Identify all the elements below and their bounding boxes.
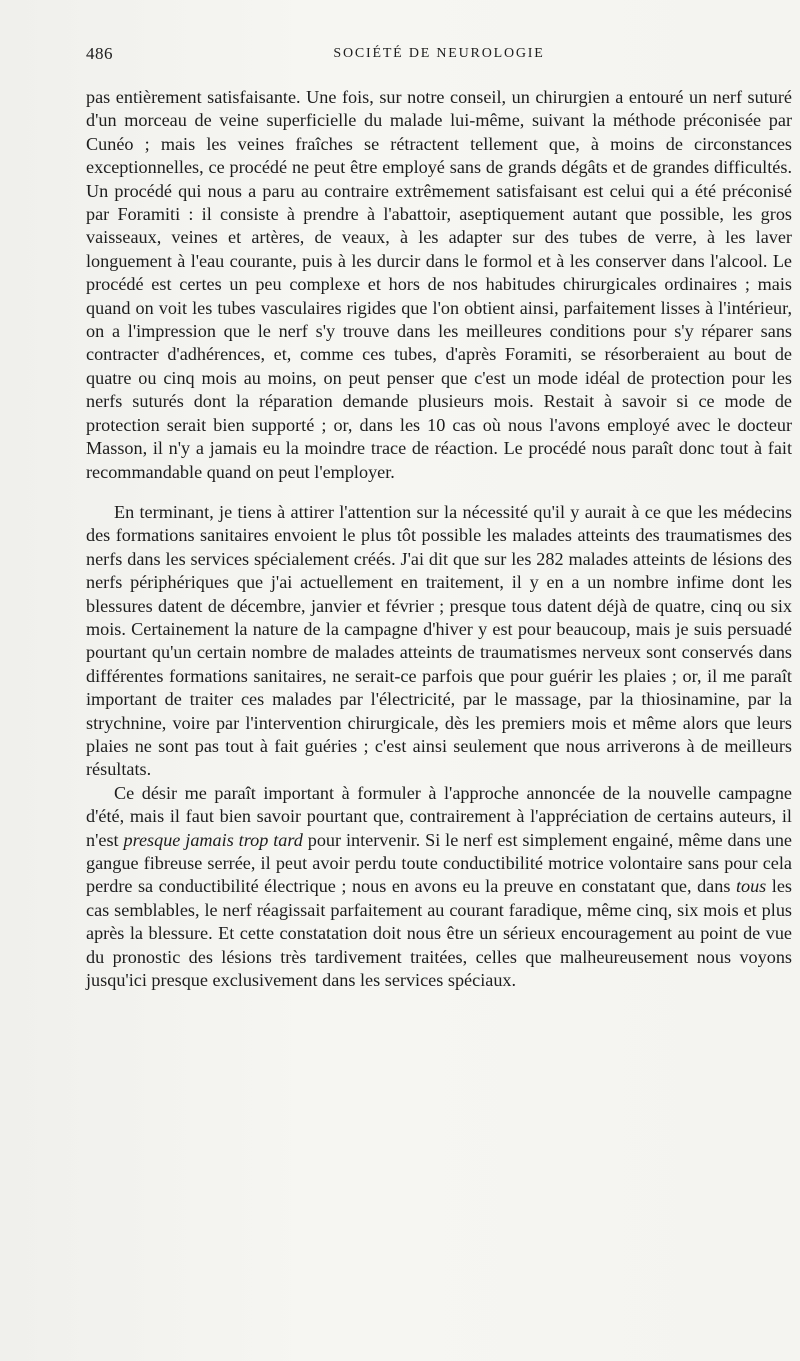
paragraph-3-part-3: les cas semblables, le nerf réagissait parfaitement au courant faradique, même cinq, six mois et plus après la blessure. Et cette constatation doit nous être un sérieux encouragement au point de vue du pronostic des lésions très tardivement traitées, celles que malheureusement nous voyons jusqu'ici presque exclusivement dans les services spéciaux. [86, 876, 792, 991]
paragraph-1: pas entièrement satisfaisante. Une fois, sur notre conseil, un chirurgien a entouré un nerf suturé d'un morceau de veine superficielle du malade lui-même, suivant la méthode préconisée par Cunéo ; mais les veines fraîches se rétractent tellement que, à moins de circonstances exceptionnelles, ce procédé ne peut être employé sans de grands dégâts et de grandes difficultés. Un procédé qui nous a paru au contraire extrêmement satisfaisant est celui qui a été préconisé par Foramiti : il consiste à prendre à l'abattoir, aseptiquement autant que possible, les gros vaisseaux, veines et artères, de veaux, à les adapter sur des tubes de verre, à les laver longuement à l'eau courante, puis à les durcir dans le formol et à les conserver dans l'alcool. Le procédé est certes un peu complexe et hors de nos habitudes chirurgicales ordinaires ; mais quand on voit les tubes vasculaires rigides que l'on obtient ainsi, parfaitement lisses à l'intérieur, on a l'impression que le nerf s'y trouve dans les meilleures conditions pour s'y réparer sans contracter d'adhérences, et, comme ces tubes, d'après Foramiti, se résorberaient au bout de quatre ou cinq mois au moins, on peut penser que c'est un mode idéal de protection pour les nerfs suturés dont la réparation demande plusieurs mois. Restait à savoir si ce mode de protection serait bien supporté ; or, dans les 10 cas où nous l'avons employé avec le docteur Masson, il n'y a jamais eu la moindre trace de réaction. Le procédé nous paraît donc tout à fait recommandable quand on peut l'employer. [86, 87, 792, 482]
paragraph-3 [86, 782, 792, 993]
emphasis-tous: tous [735, 876, 767, 897]
paragraph-3-part-2: pour intervenir. Si le nerf est simplement engainé, même dans une gangue fibreuse serrée, il peut avoir perdu toute conductibilité motrice volontaire sans pour cela perdre sa conductibilité électrique ; nous en avons eu la preuve en constatant que, dans [86, 829, 792, 897]
page-number: 486 [86, 44, 113, 63]
body-text [86, 86, 792, 992]
paragraph-2: En terminant, je tiens à attirer l'attention sur la nécessité qu'il y aurait à ce que les médecins des formations sanitaires envoient le plus tôt possible les malades atteints des traumatismes des nerfs dans les services spécialement créés. J'ai dit que sur les 282 malades atteints de lésions des nerfs périphériques que j'ai actuellement en traitement, il y en a un nombre infime dont les blessures datent de décembre, janvier et février ; presque tous datent déjà de quatre, cinq ou six mois. Certainement la nature de la campagne d'hiver y est pour beaucoup, mais je suis persuadé pourtant qu'un certain nombre de malades atteints de traumatismes nerveux sont conservés dans différentes formations sanitaires, ne serait-ce parfois que pour guérir les plaies ; or, il me paraît important de traiter ces malades par l'électricité, par le massage, par la thiosinamine, par la strychnine, voire par l'intervention chirurgicale, dès les premiers mois et même alors que leurs plaies ne sont pas tout à fait guéries ; c'est ainsi seulement que nous arriverons à de meilleurs résultats. [86, 501, 792, 780]
page-header [86, 44, 792, 68]
paragraph-3-part-1: Ce désir me paraît important à formuler à l'approche annoncée de la nouvelle campagne d'été, mais il faut bien savoir pourtant que, contrairement à l'appréciation de certains auteurs, il n'est [86, 782, 792, 850]
emphasis-presque-jamais-trop-tard: presque jamais trop tard [123, 829, 303, 850]
running-title: SOCIÉTÉ DE NEUROLOGIE [333, 46, 545, 61]
